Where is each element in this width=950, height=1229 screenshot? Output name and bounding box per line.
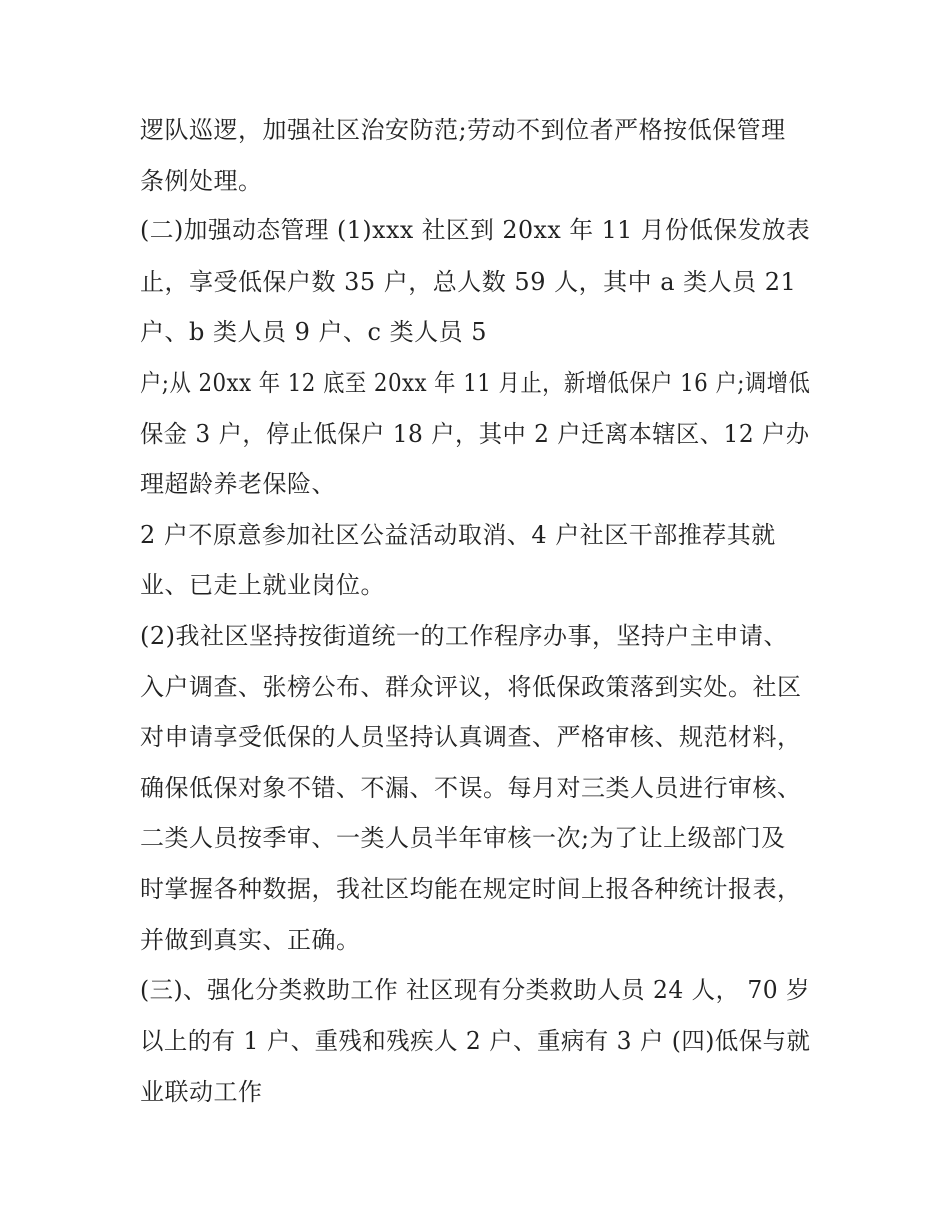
paragraph-line: 止，享受低保户数 35 户，总人数 59 人，其中 a 类人员 21: [140, 268, 797, 296]
paragraph-line: 户、b 类人员 9 户、c 类人员 5: [140, 318, 487, 346]
paragraph-line: 确保低保对象不错、不漏、不误。每月对三类人员进行审核、: [140, 774, 802, 802]
paragraph-line: 理超龄养老保险、: [140, 470, 336, 498]
paragraph-line: 逻队巡逻，加强社区治安防范;劳动不到位者严格按低保管理: [140, 116, 786, 144]
paragraph-line: 2 户不原意参加社区公益活动取消、4 户社区干部推荐其就: [140, 521, 776, 549]
paragraph-line: (2)我社区坚持按街道统一的工作程序办事，坚持户主申请、: [140, 622, 788, 650]
paragraph-line: 入户调查、张榜公布、群众评议，将低保政策落到实处。社区: [140, 673, 802, 701]
paragraph-line: 条例处理。: [140, 167, 263, 195]
paragraph-line: 业联动工作: [140, 1078, 263, 1106]
paragraph-line: 业、已走上就业岗位。: [140, 571, 385, 599]
paragraph-line: 时掌握各种数据，我社区均能在规定时间上报各种统计报表，: [140, 875, 802, 903]
paragraph-line: (二)加强动态管理 (1)xxx 社区到 20xx 年 11 月份低保发放表: [140, 216, 811, 244]
paragraph-line: 并做到真实、正确。: [140, 926, 361, 954]
paragraph-line: 保金 3 户，停止低保户 18 户，其中 2 户迁离本辖区、12 户办: [140, 420, 810, 448]
paragraph-line: 对申请享受低保的人员坚持认真调查、严格审核、规范材料，: [140, 723, 802, 751]
paragraph-line: 户;从 20xx 年 12 底至 20xx 年 11 月止，新增低保户 16 户;调增低: [140, 369, 811, 397]
paragraph-line: 二类人员按季审、一类人员半年审核一次;为了让上级部门及: [140, 824, 786, 852]
paragraph-line: (三)、强化分类救助工作 社区现有分类救助人员 24 人， 70 岁: [140, 976, 810, 1004]
paragraph-line: 以上的有 1 户、重残和残疾人 2 户、重病有 3 户 (四)低保与就: [140, 1027, 811, 1055]
